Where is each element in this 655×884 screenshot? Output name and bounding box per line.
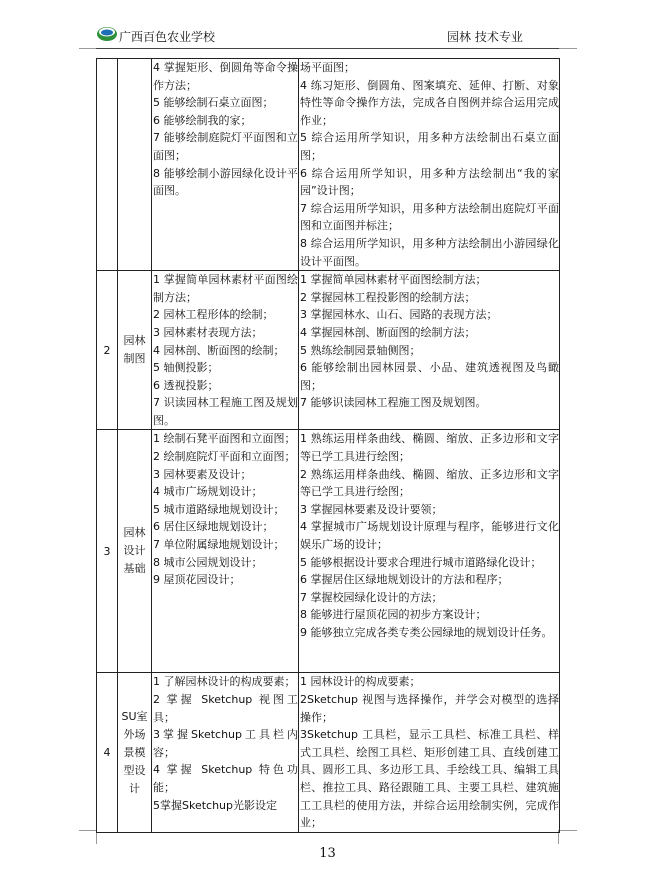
table-row — [97, 271, 560, 430]
course-name — [118, 59, 152, 271]
row-number: 2 — [97, 271, 118, 430]
course-content — [152, 59, 299, 271]
requirement-text: 1 掌握简单园林素材平面图绘制方法； 2 掌握园林工程投影图的绘制方法； 3 掌握园林水、山石、园路的表现方法； 4 掌握园林剖、断面图的绘制方法； 5 熟练绘制园景轴侧图； 6 能够绘制出园林园景、小品、建筑透视图及鸟瞰图； 7 能够识读园林工程施工图及规划图。 — [300, 273, 559, 410]
curriculum-table — [96, 58, 560, 833]
table-row — [97, 673, 560, 832]
crop-mark-top-left-h — [79, 48, 97, 49]
content-text: 1 了解园林设计的构成要素； 2 掌握 Sketchup 视图工具； 3掌握Sketchup工具栏内容； 4 掌握 Sketchup 特色功能； 5掌握Sketchup光影设定 — [153, 675, 298, 812]
course-name: 园林制图 — [118, 271, 152, 430]
table-row — [97, 430, 560, 673]
row-number: 4 — [97, 673, 118, 832]
school-name: 广西百色农业学校 — [119, 30, 216, 44]
content-text: 1 绘制石凳平面图和立面图； 2 绘制庭院灯平面和立面图； 3 园林要素及设计； 4 城市广场规划设计； 5 城市道路绿地规划设计； 6 居住区绿地规划设计； 7 单位附属绿地规划设计； 8 城市公园规划设计； 9 屋顶花园设计； — [153, 432, 296, 587]
school-logo-icon — [96, 23, 120, 43]
crop-mark-top-right-h — [559, 48, 577, 49]
major-name: 园林 技术专业 — [447, 30, 523, 44]
course-content — [152, 673, 299, 832]
course-requirement — [299, 59, 560, 271]
crop-mark-bottom-left-h — [79, 830, 97, 831]
crop-mark-bottom-right-h — [559, 830, 577, 831]
table-row — [97, 59, 560, 271]
course-content — [152, 430, 299, 673]
page-number: 13 — [319, 846, 336, 861]
content-text: 4 掌握矩形、倒圆角等命令操作方法； 5 能够绘制石桌立面图； 6 能够绘制我的家； 7 能够绘制庭院灯平面图和立面图； 8 能够绘制小游园绿化设计平面图。 — [153, 61, 298, 198]
content-text: 1 掌握简单园林素材平面图绘制方法； 2 园林工程形体的绘制； 3 园林素材表现方法； 4 园林剖、断面图的绘制； 5 轴侧投影； 6 透视投影； 7 识读园林工程施工图及规划图。 — [153, 273, 298, 427]
header-rule — [96, 48, 559, 49]
requirement-text: 场平面图； 4 练习矩形、倒圆角、图案填充、延伸、打断、对象特性等命令操作方法，完成各自图例并综合运用完成作业； 5 综合运用所学知识，用多种方法绘制出石桌立面图； 6 综合运用所学知识，用多种方法绘制出“我的家园”设计图； 7 综合运用所学知识，用多种方法绘制出庭院灯平面图和立面图并标注； 8 综合运用所学知识，用多种方法绘制出小游园绿化设计平面图。 — [300, 61, 559, 268]
requirement-text: 1 园林设计的构成要素； 2Sketchup 视图与选择操作，并学会对模型的选择操作； 3Sketchup 工具栏，显示工具栏、标准工具栏、样式工具栏、绘图工具栏、矩形创建工具、直线创建工具、圆形工具、多边形工具、手绘线工具、编辑工具栏、推拉工具、路径跟随工具、主要工具栏、建筑施工工具栏的使用方法，并综合运用绘制实例，完成作业； — [300, 675, 559, 830]
requirement-text: 1 熟练运用样条曲线、椭圆、缩放、正多边形和文字等已学工具进行绘图； 2 熟练运用样条曲线、椭圆、缩放、正多边形和文字等已学工具进行绘图； 3 掌握园林要素及设计要领； 4 掌握城市广场规划设计原理与程序，能够进行文化娱乐广场的设计； 5 能够根据设计要求合理进行城市道路绿化设计； 6 掌握居住区绿地规划设计的方法和程序； 7 掌握校园绿化设计的方法； 8 能够进行屋顶花园的初步方案设计； 9 能够独立完成各类专类公园绿地的规划设计任务。 — [300, 432, 559, 639]
course-requirement — [299, 271, 560, 430]
course-content — [152, 271, 299, 430]
row-number — [97, 59, 118, 271]
course-name: SU室外场景模型设计 — [118, 673, 152, 832]
course-name: 园林设计基础 — [118, 430, 152, 673]
course-requirement — [299, 430, 560, 673]
row-number: 3 — [97, 430, 118, 673]
course-requirement — [299, 673, 560, 832]
